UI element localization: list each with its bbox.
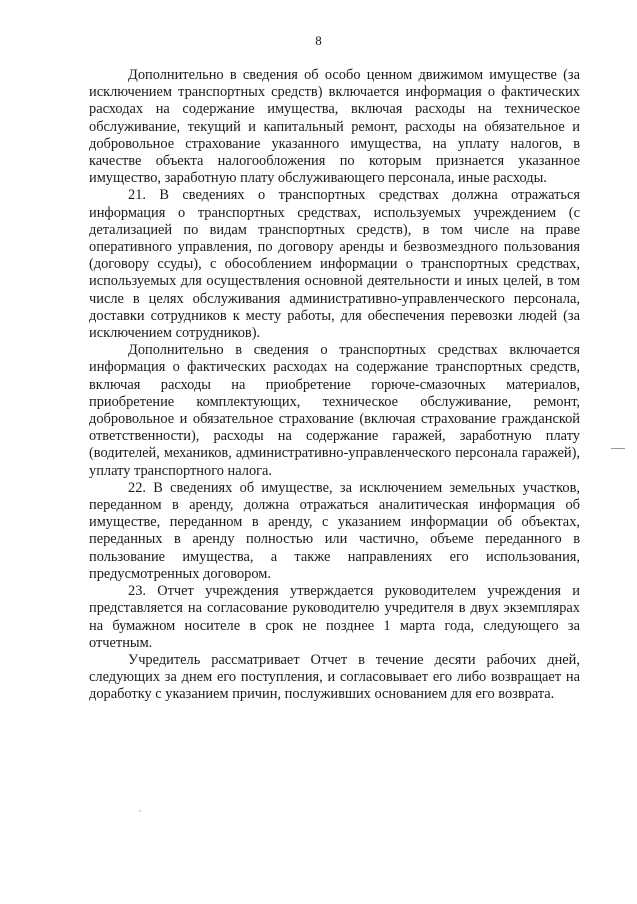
paragraph-22-leased-property: 22. В сведениях об имуществе, за исключением земельных участков, переданном в аренду, должна отражаться аналитическая информация об имуществе, переданном в аренду, с указанием информации об объектах, переданных в аренду полностью или частично, объеме переданного в пользование имущества, а также направлениях его использования, предусмотренных договором. [89,479,580,582]
scan-speck [139,810,141,812]
page-number: 8 [315,33,322,48]
paragraph-founder-review: Учредитель рассматривает Отчет в течение десяти рабочих дней, следующих за днем его поступления, и согласовывает его либо возвращает на доработку с указанием причин, послуживших основанием для его возврата. [89,651,580,703]
paragraph-vehicle-expenses: Дополнительно в сведения о транспортных средствах включается информация о фактических расходах на содержание транспортных средств, включая расходы на приобретение горюче-смазочных материалов, приобретение комплектующих, техническое обслуживание, ремонт, добровольное и обязательное страхование (включая страхование гражданской ответственности), расходы на содержание гаражей, заработную плату (водителей, механиков, административно-управленческого персонала гаражей), уплату транспортного налога. [89,342,580,479]
paragraph-21-vehicles: 21. В сведениях о транспортных средствах должна отражаться информация о транспортных средствах, используемых учреждением (с детализацией по видам транспортных средств), в том числе на праве оперативного управления, по договору аренды и безвозмездного пользования (договору ссуды), с обособлением информации о транспортных средствах, используемых для осуществления основной деятельности и иных целей, в том числе в целях обслуживания административно-управленческого персонала, доставки сотрудников к месту работы, для обеспечения перевозки людей (за исключением сотрудников). [89,187,580,342]
document-body [89,67,580,704]
paragraph-23-report-approval: 23. Отчет учреждения утверждается руководителем учреждения и представляется на согласование руководителю учредителя в двух экземплярах на бумажном носителе в срок не позднее 1 марта года, следующего за отчетным. [89,583,580,651]
paragraph-movable-property-expenses: Дополнительно в сведения об особо ценном движимом имуществе (за исключением транспортных средств) включается информация о фактических расходах на содержание имущества, включая расходы на техническое обслуживание, текущий и капитальный ремонт, расходы на обязательное и добровольное страхование указанного имущества, на уплату налогов, в качестве объекта налогообложения по которым признается указанное имущество, заработную плату обслуживающего персонала, иные расходы. [89,67,580,187]
margin-mark [611,448,625,449]
